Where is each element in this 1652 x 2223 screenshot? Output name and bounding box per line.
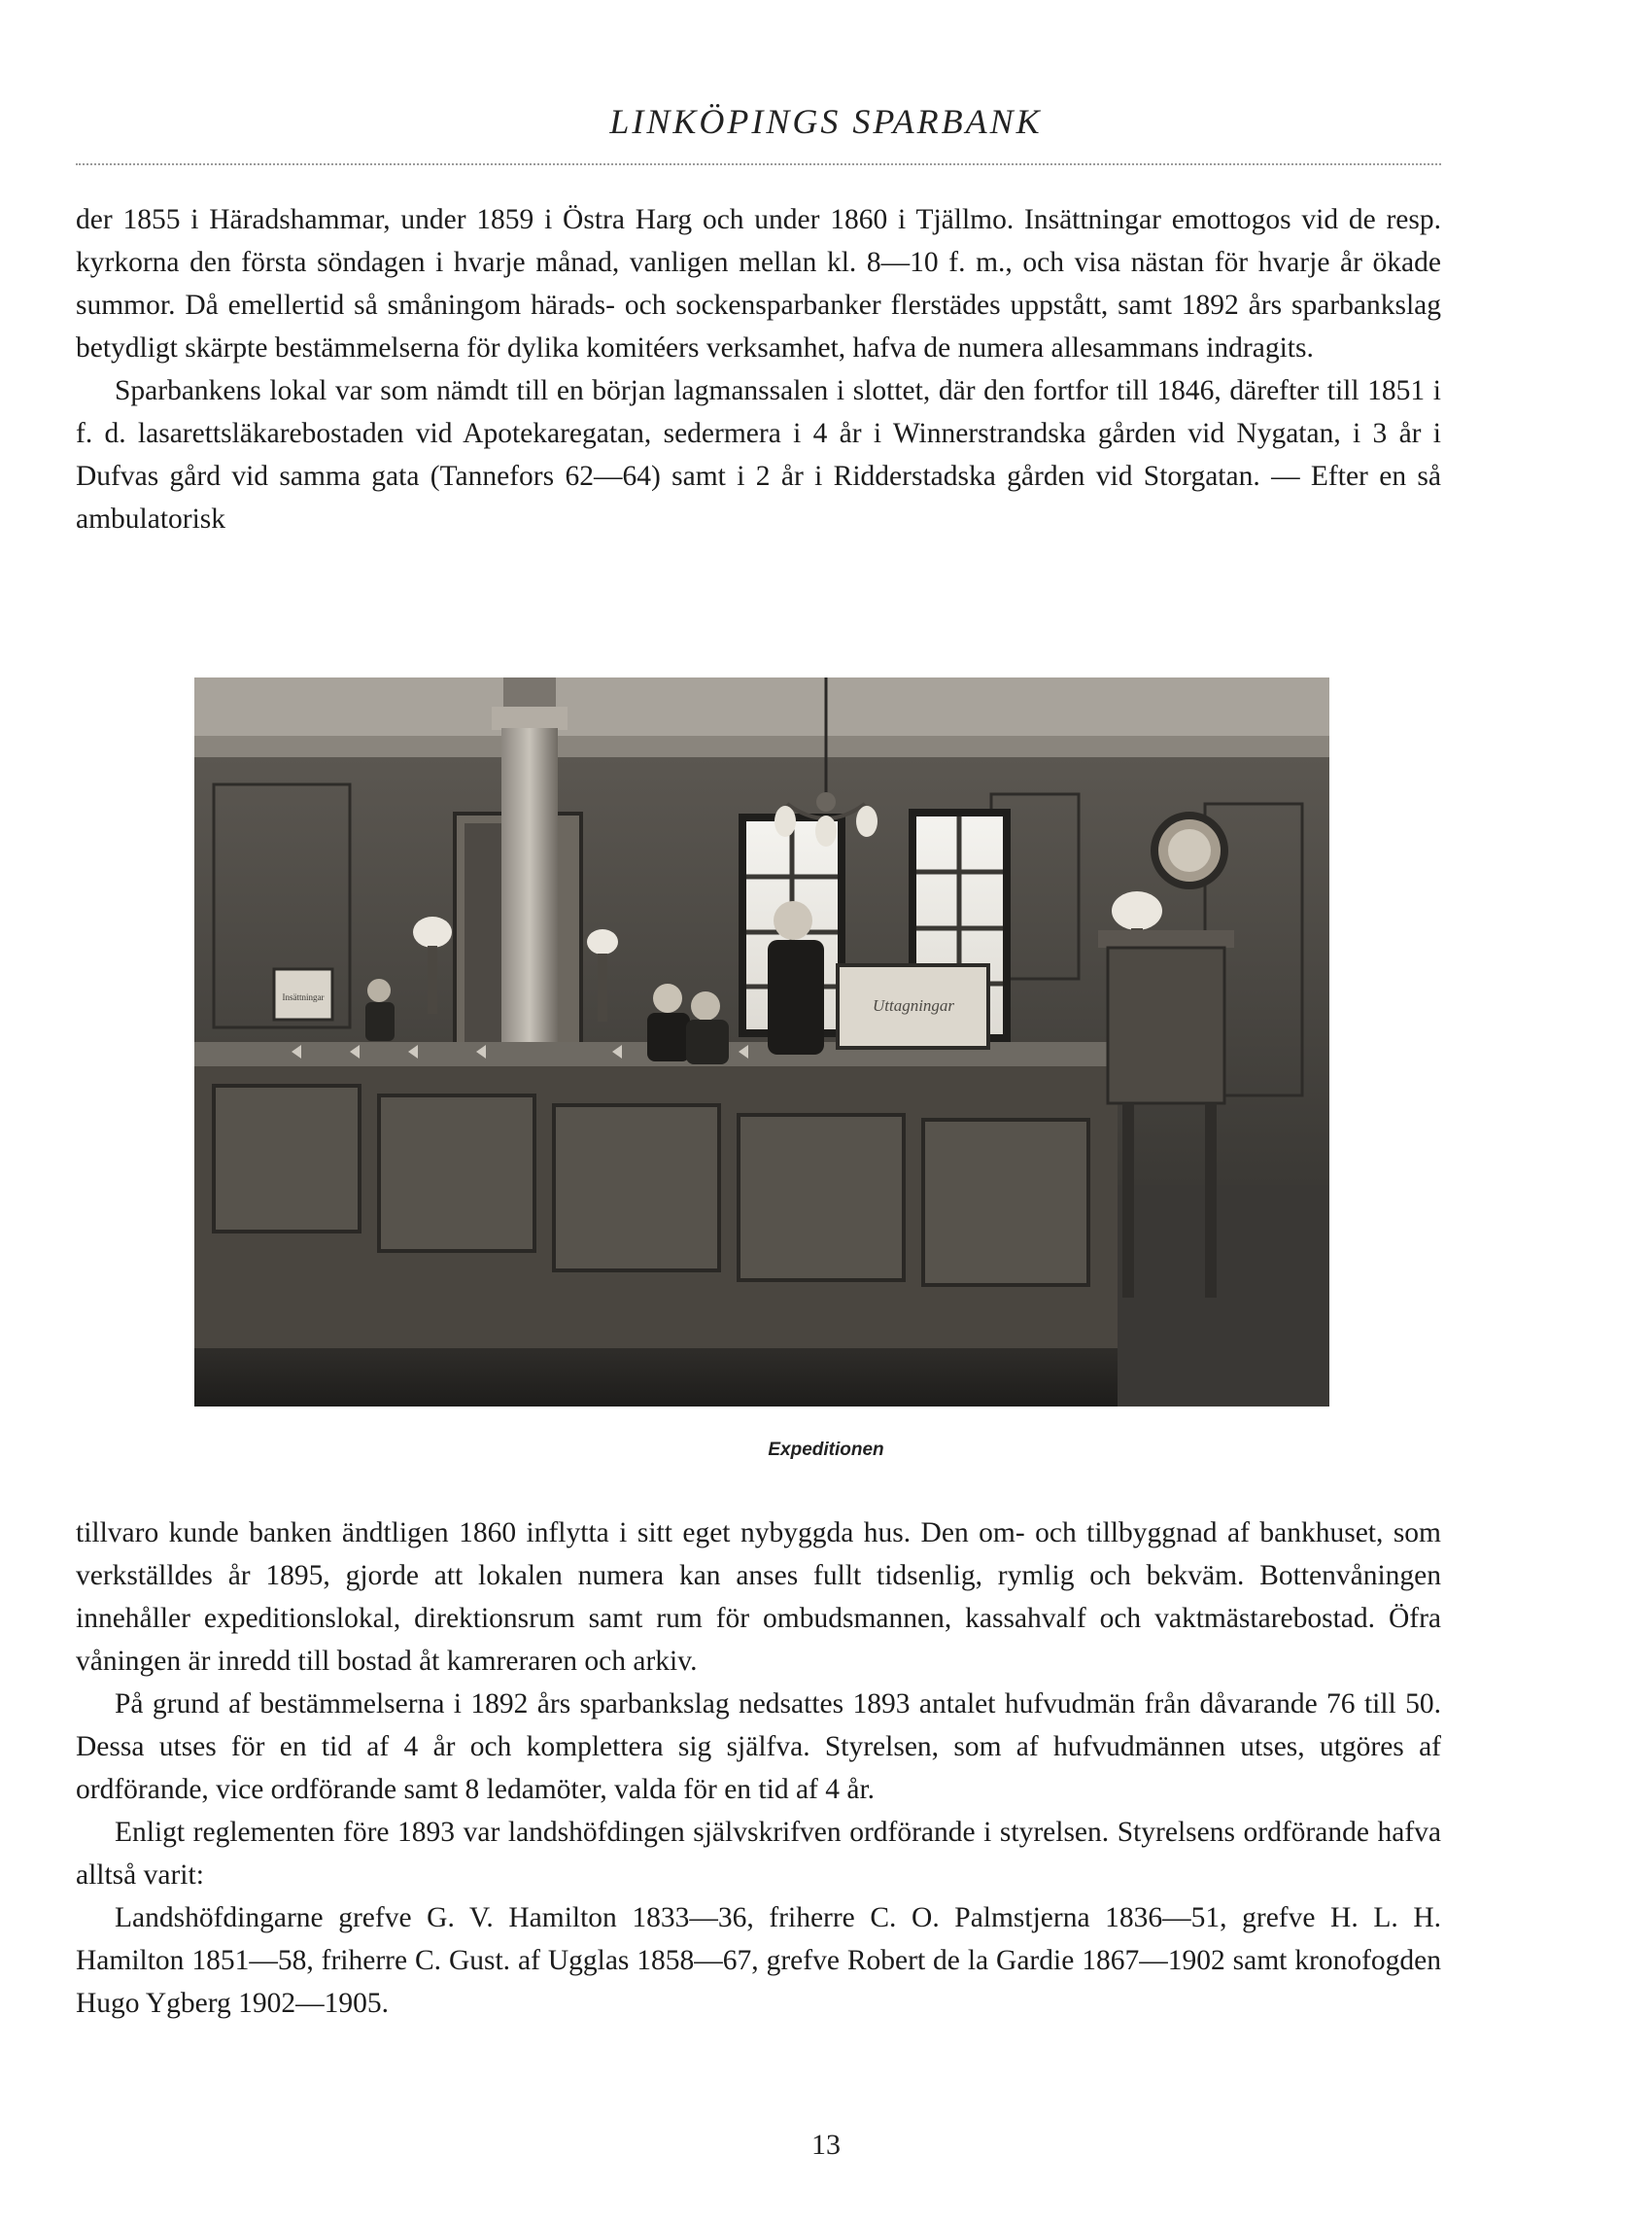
counter <box>194 1042 1118 1407</box>
paragraph: tillvaro kunde banken ändtligen 1860 inflytta i sitt eget nybyggda hus. Den om- och tillbyggnad af bankhuset, som verkställdes år 1895, gjorde att lokalen numera kan anses fullt tidsenlig, rymlig och bekväm. Bottenvåningen innehåller expeditionslokal, direktionsrum samt rum för ombudsmannen, kassahvalf och vaktmästarebostad. Öfra våningen är inredd till bostad åt kamreraren och arkiv. <box>76 1517 1441 1677</box>
counter-sign-right-text: Uttagningar <box>872 996 955 1015</box>
paragraph: Sparbankens lokal var som nämdt till en början lagmanssalen i slottet, där den fortfor till 1846, därefter till 1851 i f. d. lasarettsläkarebostaden vid Apotekaregatan, sedermera i 4 år i Winnerstrandska gården vid Nygatan, i 3 år i Dufvas gård vid samma gata (Tannefors 62—64) samt i 2 år i Ridderstadska gården vid Storgatan. — Efter en så ambulatorisk <box>76 375 1441 535</box>
text-block-top <box>76 198 1441 540</box>
header-rule <box>76 163 1441 165</box>
counter-lamp <box>413 917 452 948</box>
ceiling <box>194 677 1329 746</box>
page-number: 13 <box>811 2129 841 2161</box>
paragraph: der 1855 i Häradshammar, under 1859 i Östra Harg och under 1860 i Tjällmo. Insättningar emottogos vid de resp. kyrkorna den första söndagen i hvarje månad, vanligen mellan kl. 8—10 f. m., och visa nästan för hvarje år ökade summor. Då emellertid så småningom härads- och sockensparbanker flerstädes uppstått, samt 1892 års sparbankslag betydligt skärpte bestämmelserna för dylika komitéers verksamhet, hafva de numera allesammans indragits. <box>76 204 1441 364</box>
cornice <box>194 736 1329 757</box>
paragraph: Enligt reglementen före 1893 var landshöfdingen självskrifven ordförande i styrelsen. Styrelsens ordförande hafva alltså varit: <box>76 1817 1441 1891</box>
text-block-bottom <box>76 1511 1441 2025</box>
photo-caption: Expeditionen <box>768 1440 884 1460</box>
counter-lamp <box>587 929 618 955</box>
running-header: LINKÖPINGS SPARBANK <box>609 102 1043 141</box>
counter-sign-left-text: Insättningar <box>282 992 325 1002</box>
paragraph: På grund af bestämmelserna i 1892 års sparbankslag nedsattes 1893 antalet hufvudmän från dåvarande 76 till 50. Dessa utses för en tid af 4 år och komplettera sig själfva. Styrelsen, som af hufvudmännen utses, utgöres af ordförande, vice ordförande samt 8 ledamöter, valda för en tid af 4 år. <box>76 1688 1441 1805</box>
clerk-seated <box>365 979 395 1041</box>
paragraph: Landshöfdingarne grefve G. V. Hamilton 1833—36, friherre C. O. Palmstjerna 1836—51, grefve H. L. H. Hamilton 1851—58, friherre C. Gust. af Ugglas 1858—67, grefve Robert de la Gardie 1867—1902 samt kronofogden Hugo Ygberg 1902—1905. <box>76 1902 1441 2019</box>
bank-hall-photograph <box>194 677 1329 1407</box>
